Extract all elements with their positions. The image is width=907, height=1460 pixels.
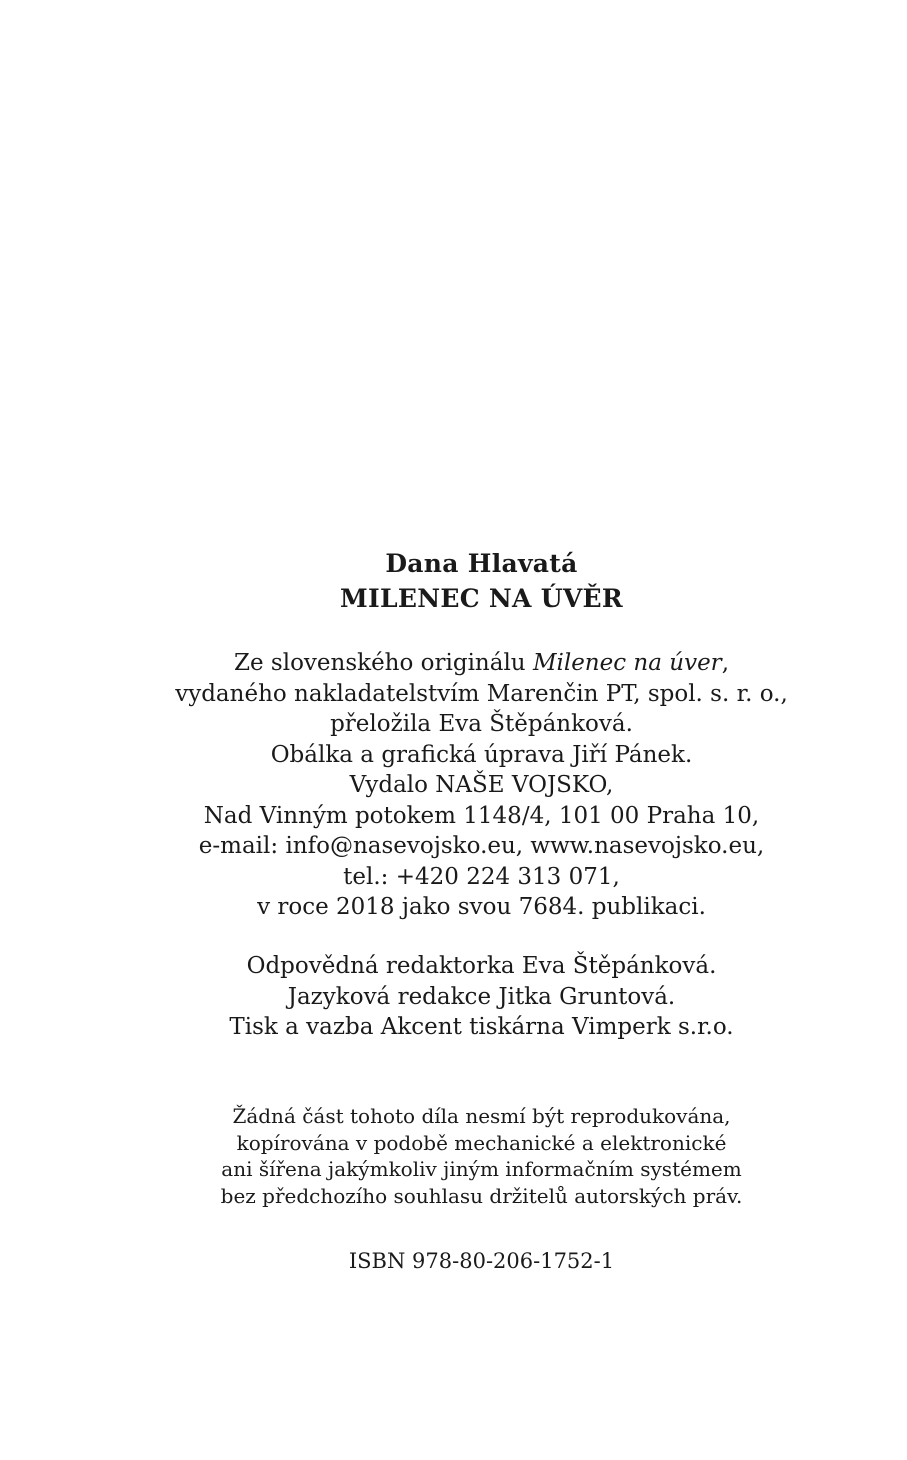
colophon-publisher-original: vydaného nakladatelstvím Marenčin PT, spol. s. r. o., (175, 680, 788, 707)
isbn (0, 1247, 907, 1275)
credits-proofreading: Jazyková redakce Jitka Gruntová. (287, 983, 676, 1010)
rights-line: kopírována v podobě mechanické a elektronické (236, 1130, 727, 1155)
author-name: Dana Hlavatá (385, 549, 578, 578)
original-suffix: , (721, 650, 729, 676)
rights-line: Žádná část tohoto díla nesmí být reprodukována, (232, 1104, 731, 1128)
colophon-original-line (56, 648, 907, 679)
colophon (0, 648, 907, 923)
original-title: Milenec na úver (532, 650, 722, 676)
isbn-text: ISBN 978-80-206-1752-1 (348, 1249, 615, 1273)
book-title: MILENEC NA ÚVĚR (340, 584, 623, 613)
rights-line: bez předchozího souhlasu držitelů autorských práv. (220, 1183, 743, 1208)
colophon-publisher: Vydalo NAŠE VOJSKO, (349, 772, 614, 798)
colophon-year: v roce 2018 jako svou 7684. publikaci. (257, 894, 706, 920)
colophon-phone: tel.: +420 224 313 071, (343, 863, 620, 890)
credits (0, 951, 907, 1043)
colophon-cover-design: Obálka a grafická úprava Jiří Pánek. (270, 741, 693, 768)
rights-notice (0, 1103, 907, 1209)
colophon-address: Nad Vinným potokem 1148/4, 101 00 Praha 10, (203, 802, 760, 829)
credits-printing: Tisk a vazba Akcent tiskárna Vimperk s.r.o. (229, 1014, 734, 1040)
credits-editor: Odpovědná redaktorka Eva Štěpánková. (246, 953, 717, 979)
original-prefix: Ze slovenského originálu (234, 650, 533, 676)
rights-line: ani šířena jakýmkoliv jiným informačním systémem (221, 1157, 742, 1181)
colophon-translator: přeložila Eva Štěpánková. (330, 711, 633, 737)
colophon-contact: e-mail: info@nasevojsko.eu, www.nasevojsko.eu, (198, 833, 765, 859)
title-block (0, 546, 907, 616)
